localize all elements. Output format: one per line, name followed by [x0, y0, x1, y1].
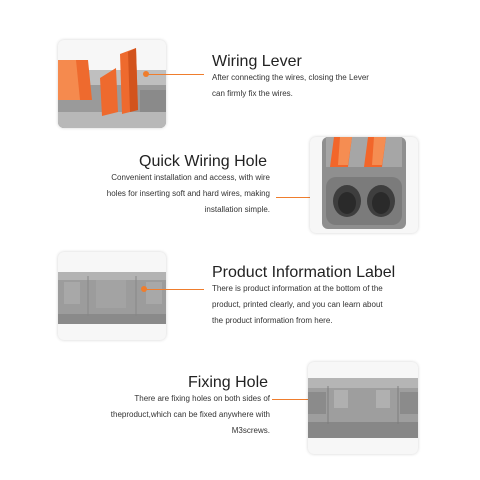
wire-holes-illustration — [310, 137, 418, 233]
desc-line: There is product information at the bottom of the — [212, 284, 383, 293]
desc-line: Convenient installation and access, with wire — [111, 173, 270, 182]
label-callout-line — [146, 289, 204, 290]
desc-line: After connecting the wires, closing the Lever — [212, 73, 369, 82]
desc-line: the product information from here. — [212, 316, 333, 325]
wiring-lever-title: Wiring Lever — [212, 53, 302, 70]
fixing-hole-title: Fixing Hole — [188, 374, 269, 391]
desc-line: installation simple. — [204, 205, 270, 214]
quick-wiring-hole-image — [310, 137, 418, 233]
desc-line: There are fixing holes on both sides of — [134, 394, 270, 403]
desc-line: M3screws. — [231, 426, 270, 435]
desc-line: holes for inserting soft and hard wires, making — [106, 189, 270, 198]
product-info-label-description — [212, 281, 442, 329]
product-label-image — [58, 252, 166, 340]
fixing-hole-image — [308, 362, 418, 454]
desc-line: product, printed clearly, and you can learn about — [212, 300, 383, 309]
quick-wiring-hole-description — [70, 170, 270, 218]
desc-line: can firmly fix the wires. — [212, 89, 293, 98]
wiring-lever-description — [212, 70, 422, 102]
product-info-label-title: Product Information Label — [212, 264, 396, 281]
mounting-hole-illustration — [308, 362, 418, 454]
quick-wiring-hole-title: Quick Wiring Hole — [139, 153, 268, 170]
fixing-hole-description — [70, 391, 270, 439]
desc-line: theproduct,which can be fixed anywhere with — [110, 410, 270, 419]
lever-connector-illustration — [58, 40, 166, 128]
lever-callout-line — [148, 74, 204, 75]
wiring-lever-image — [58, 40, 166, 128]
label-side-illustration — [58, 252, 166, 340]
